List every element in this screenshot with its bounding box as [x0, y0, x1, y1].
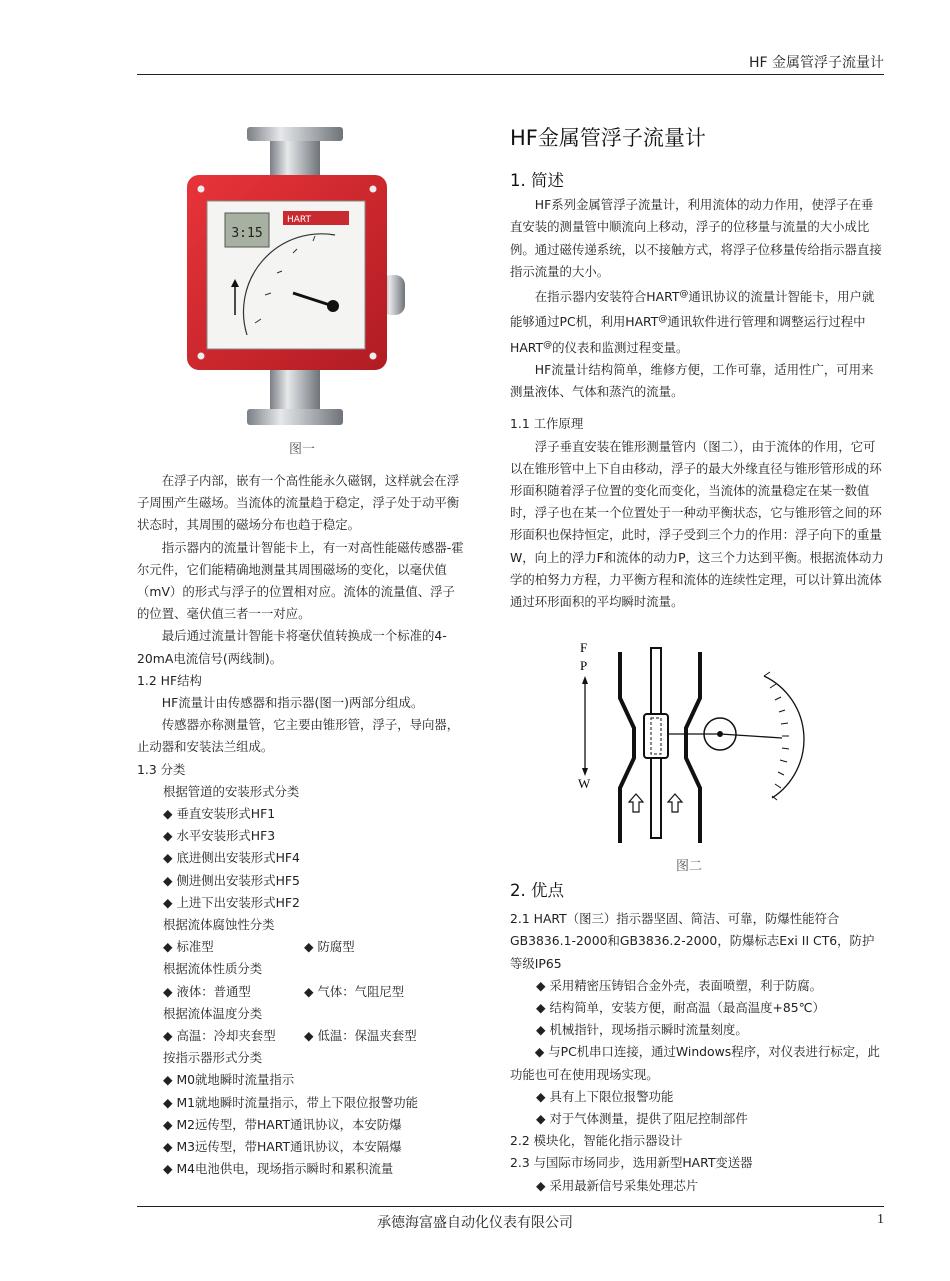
list-row	[137, 936, 467, 958]
list-item: ◆ 高温：冷却夹套型	[163, 1028, 276, 1044]
bottom-flange	[247, 409, 343, 425]
list-item: ◆ 结构简单，安装方便，耐高温（最高温度+85℃）	[536, 1000, 825, 1016]
principle-diagram	[572, 638, 822, 848]
hart-badge-text: HART	[287, 215, 312, 225]
lcd-text: 3:15	[231, 226, 263, 241]
label-w: W	[578, 776, 591, 791]
section-2-2: 2.2 模块化，智能化指示器设计	[510, 1133, 683, 1149]
list-item: ◆ 采用精密压铸铝合金外壳，表面喷塑，利于防腐。	[536, 977, 823, 993]
list-row	[137, 981, 467, 1003]
list-row	[137, 1025, 467, 1047]
list-item: ◆ M0就地瞬时流量指示	[163, 1072, 295, 1088]
section-2: 2. 优点	[510, 881, 564, 900]
figure2-diagram	[572, 638, 822, 848]
list-item: ◆ M3远传型，带HART通讯协议，本安隔爆	[163, 1139, 402, 1155]
footer-company: 承德海富盛自动化仪表有限公司	[377, 1215, 573, 1231]
figure1-image	[185, 125, 405, 430]
left-p3: 最后通过流量计智能卡将毫伏值转换成一个标准的4-20mA电流信号(两线制)。	[137, 628, 447, 666]
group-install-heading: 根据管道的安装形式分类	[163, 783, 300, 799]
flow-arrow-icon	[668, 794, 682, 812]
footer-rule	[137, 1206, 884, 1207]
list-item: ◆ M4电池供电，现场指示瞬时和累积流量	[163, 1161, 394, 1177]
list-item: ◆ M2远传型，带HART通讯协议，本安防爆	[163, 1116, 402, 1132]
list-item: ◆ 防腐型	[304, 939, 355, 955]
section-1-3: 1.3 分类	[137, 761, 186, 777]
left-p4: HF流量计由传感器和指示器(图一)两部分组成。	[161, 695, 424, 711]
left-column	[137, 470, 467, 1181]
list-item: ◆ 具有上下限位报警功能	[536, 1088, 674, 1104]
right-p5: 2.1 HART（图三）指示器坚固、简洁、可靠，防爆性能符合GB3836.1-2000和GB3836.2-2000，防爆标志Exi II CT6，防护等级IP65	[510, 911, 875, 971]
group-corrosion-heading: 根据流体腐蚀性分类	[163, 917, 275, 933]
section-2-3: 2.3 与国际市场同步，选用新型HART变送器	[510, 1155, 753, 1171]
left-p1: 在浮子内部，嵌有一个高性能永久磁钢，这样就会在浮子周围产生磁场。当流体的流量趋于稳定，浮子处于动平衡状态时，其周围的磁场分布也趋于稳定。	[137, 473, 460, 533]
group-temp-heading: 根据流体温度分类	[163, 1005, 263, 1021]
pointer	[720, 734, 782, 738]
list-item: ◆ 对于气体测量，提供了阻尼控制部件	[536, 1111, 748, 1127]
list-item: ◆ 标准型	[163, 939, 214, 955]
right-p2: 在指示器内安装符合HART@通讯协议的流量计智能卡，用户就能够通过PC机，利用HART@通讯软件进行管理和调整运行过程中HART@的仪表和监测过程变量。	[510, 289, 875, 355]
list-item: ◆ 垂直安装形式HF1	[163, 806, 276, 822]
right-column-top	[510, 170, 884, 613]
right-column-bottom	[510, 880, 884, 1197]
section-1-2: 1.2 HF结构	[137, 672, 202, 688]
left-p5: 传感器亦称测量管，它主要由锥形管，浮子，导向器，止动器和安装法兰组成。	[137, 717, 460, 755]
list-item: ◆ M1就地瞬时流量指示，带上下限位报警功能	[163, 1094, 419, 1110]
tube-right-wall	[686, 652, 700, 843]
list-item: ◆ 侧进侧出安装形式HF5	[163, 872, 300, 888]
right-p1: HF系列金属管浮子流量计，利用流体的动力作用，使浮子在垂直安装的测量管中顺流向上移动，浮子的位移量与流量的大小成比例。通过磁传递系统，以不接触方式，将浮子位移量传给指示器直接指示流量的大小。	[510, 197, 882, 279]
flowmeter-illustration	[185, 125, 405, 430]
figure2-caption: 图二	[675, 859, 702, 874]
label-f: F	[580, 640, 588, 655]
flow-arrow-icon	[629, 794, 643, 812]
tube-left-wall	[620, 652, 634, 843]
right-p4: 浮子垂直安装在锥形测量管内（图二），由于流体的作用，它可以在锥形管中上下自由移动，浮子的最大外缘直径与锥形管形成的环形面积随着浮子位置的变化而变化，当流体的流量稳定在某一数值时，浮子也在某一个位置处于一种动平衡状态，它与锥形管之间的环形面积也保持恒定，此时，浮子受到三个力的作用：浮子向下的重量W，向上的浮力F和流体的动力P，这三个力达到平衡。根据流体动力学的柏努力方程，力平衡方程和流体的连续性定理，可以计算出流体通过环形面积的平均瞬时流量。	[510, 438, 884, 610]
list-item: ◆ 水平安装形式HF3	[163, 828, 276, 844]
section-1: 1. 简述	[510, 171, 564, 190]
group-indicator-heading: 按指示器形式分类	[163, 1050, 263, 1066]
list-item: ◆ 采用最新信号采集处理芯片	[536, 1177, 699, 1193]
top-pipe	[270, 141, 320, 179]
left-p2: 指示器内的流量计智能卡上，有一对高性能磁传感器-霍尔元件，它们能精确地测量其周围磁场的变化，以毫伏值（mV）的形式与浮子的位置相对应。流体的流量值、浮子的位置、毫伏值三者一一对应。	[137, 539, 464, 622]
needle-hub	[327, 300, 339, 312]
top-flange	[247, 127, 343, 141]
list-item: ◆ 底进侧出安装形式HF4	[163, 850, 300, 866]
section-1-1: 1.1 工作原理	[510, 416, 584, 432]
list-item: ◆ 上进下出安装形式HF2	[163, 894, 300, 910]
bottom-pipe	[270, 365, 320, 410]
list-item: ◆ 液体：普通型	[163, 983, 251, 999]
list-item: ◆ 与PC机串口连接，通过Windows程序，对仪表进行标定，此功能也可在使用现场实现。	[510, 1044, 880, 1082]
list-item: ◆ 机械指针，现场指示瞬时流量刻度。	[536, 1022, 748, 1038]
page-number: 1	[877, 1212, 884, 1227]
document-title: HF金属管浮子流量计	[510, 126, 706, 150]
right-p3: HF流量计结构简单，维修方便，工作可靠，适用性广，可用来测量液体、气体和蒸汽的流量。	[510, 362, 874, 400]
float	[644, 714, 668, 758]
label-p: P	[580, 658, 588, 673]
header-title: HF 金属管浮子流量计	[748, 55, 884, 71]
list-item: ◆ 低温：保温夹套型	[304, 1028, 417, 1044]
figure1-caption: 图一	[288, 442, 315, 457]
list-item: ◆ 气体：气阻尼型	[304, 983, 405, 999]
group-fluid-heading: 根据流体性质分类	[163, 961, 263, 977]
header-rule	[137, 74, 884, 75]
